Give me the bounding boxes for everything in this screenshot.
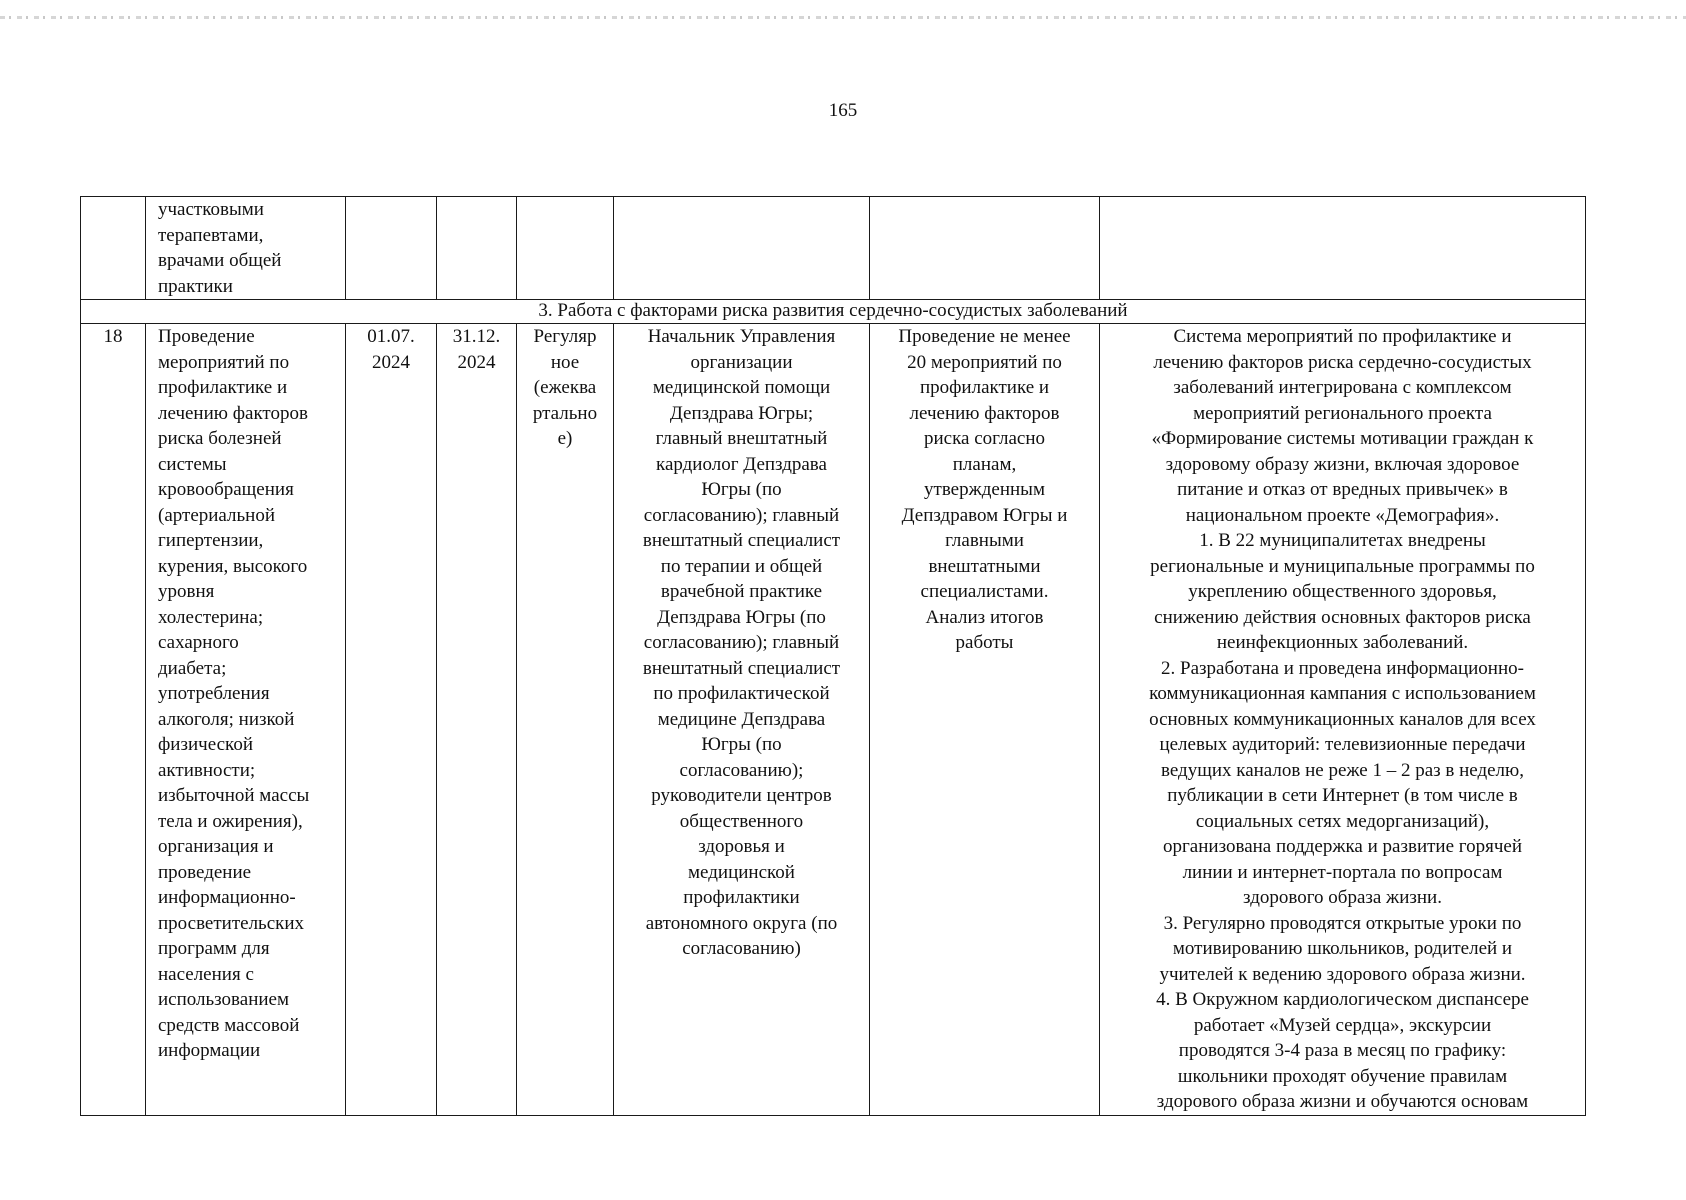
section-header-row xyxy=(81,300,1586,324)
start-date: 01.07. 2024 xyxy=(346,324,437,1116)
frequency: Регуляр ное (ежеква ртально е) xyxy=(517,324,614,1116)
cell-number xyxy=(81,197,146,300)
cell-start xyxy=(346,197,437,300)
page-number: 165 xyxy=(828,100,858,121)
cell-responsible xyxy=(614,197,870,300)
table-row xyxy=(81,324,1586,1116)
row-number: 18 xyxy=(81,324,146,1116)
measures-table xyxy=(80,196,1586,1116)
cell-event: участковыми терапевтами, врачами общей практики xyxy=(146,197,346,300)
responsible-executors: Начальник Управления организации медицинской помощи Депздрава Югры; главный внештатный кардиолог Депздрава Югры (по согласованию); главный внештатный специалист по терапии и общей врачебной практике Депздрава Югры (по согласованию); главный внештатный специалист по профилактической медицине Депздрава Югры (по согласованию); руководители центров общественного здоровья и медицинской профилактики автономного округа (по согласованию) xyxy=(614,324,870,1116)
continuation-row xyxy=(81,197,1586,300)
cell-result xyxy=(870,197,1100,300)
section-title: 3. Работа с факторами риска развития сердечно-сосудистых заболеваний xyxy=(81,300,1586,324)
expected-result: Проведение не менее 20 мероприятий по профилактике и лечению факторов риска согласно планам, утвержденным Депздравом Югры и главными внештатными специалистами. Анализ итогов работы xyxy=(870,324,1100,1116)
cell-end xyxy=(437,197,517,300)
scan-top-edge xyxy=(0,16,1686,19)
end-date: 31.12. 2024 xyxy=(437,324,517,1116)
cell-frequency xyxy=(517,197,614,300)
cell-report xyxy=(1100,197,1586,300)
event-description: Проведение мероприятий по профилактике и лечению факторов риска болезней системы кровообращения (артериальной гипертензии, курения, высокого уровня холестерина; сахарного диабета; употребления алкоголя; низкой физической активности; избыточной массы тела и ожирения), организация и проведение информационно- просветительских программ для населения с использованием средств массовой информации xyxy=(146,324,346,1116)
execution-report: Система мероприятий по профилактике и лечению факторов риска сердечно-сосудистых заболеваний интегрирована с комплексом мероприятий регионального проекта «Формирование системы мотивации граждан к здоровому образу жизни, включая здоровое питание и отказ от вредных привычек» в национальном проекте «Демография». 1. В 22 муниципалитетах внедрены региональные и муниципальные программы по укреплению общественного здоровья, снижению действия основных факторов риска неинфекционных заболеваний. 2. Разработана и проведена информационно- коммуникационная кампания с использованием основных коммуникационных каналов для всех целевых аудиторий: телевизионные передачи ведущих каналов не реже 1 – 2 раз в неделю, публикации в сети Интернет (в том числе в социальных сетях медорганизаций), организована поддержка и развитие горячей линии и интернет-портала по вопросам здорового образа жизни. 3. Регулярно проводятся открытые уроки по мотивированию школьников, родителей и учителей к ведению здорового образа жизни. 4. В Окружном кардиологическом диспансере работает «Музей сердца», экскурсии проводятся 3-4 раза в месяц по графику: школьники проходят обучение правилам здорового образа жизни и обучаются основам xyxy=(1100,324,1586,1116)
